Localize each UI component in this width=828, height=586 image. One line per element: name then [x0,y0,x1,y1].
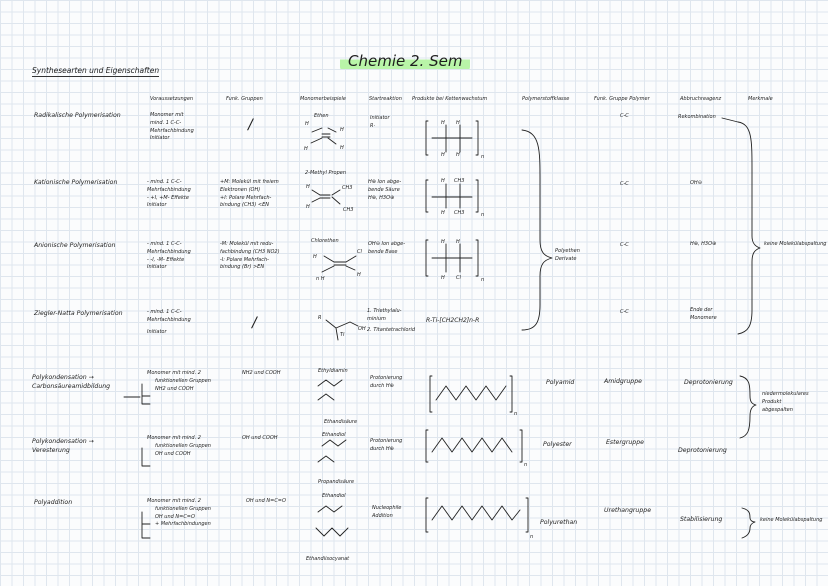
svg-text:n: n [481,212,485,218]
brace-merkmale-bottom [742,508,755,538]
abbruchreagenz: Ende der Monomere [690,307,717,321]
startreaktion-cell: Initiator R· [370,115,390,129]
svg-text:Cl: Cl [357,249,362,255]
startreaktion-cell: OH⊖ Ion abge- bende Base [368,241,406,255]
voraussetzungen-cell: - mind. 1 C-C- Mehrfachbindung Initiator [147,309,191,335]
svg-text:CH3: CH3 [342,185,353,191]
funk-gruppen: OH und N=C=O [246,498,286,504]
svg-text:H: H [306,204,310,210]
ethen-structure-drawing [304,121,344,152]
voraussetzungen-cell: Monomer mit mind. 1 C-C- Mehrfachbindung Initiator [150,112,194,142]
svg-text:n H: n H [316,276,325,282]
pvc-bracket-drawing [426,239,484,283]
svg-text:H: H [441,239,445,245]
monomer-name: Ethandiol [322,493,346,499]
svg-text:H: H [357,272,361,278]
row-label: Radikalische Polymerisation [34,112,121,119]
merkmal-top: keine Molekülabspaltung [764,241,827,247]
svg-text:H: H [456,239,460,245]
svg-text:CH3: CH3 [454,178,465,184]
header-polymerstoffklasse: Polymerstoffklasse [522,96,570,102]
monomer-name: Ethandiol [322,432,346,438]
svg-text:H: H [441,210,445,216]
svg-text:n: n [481,277,485,283]
header-merkmale: Merkmale [748,96,773,102]
svg-text:Cl: Cl [456,275,461,281]
brace-merkmale-mid [740,376,756,438]
ziegler-catalyst-drawing [318,315,366,340]
funk-gruppe-polymer: C-C [620,113,629,119]
funk-gruppe-polymer: C-C [620,242,629,248]
abbruchreagenz: Stabilisierung [680,516,723,523]
startreaktion-cell: 1. Triethylalu- minium 2. Titantetrachlorid [367,308,416,333]
monomer-name-2: Ethandisäure [324,419,358,425]
funk-gruppen-cell: -M: Molekül mit redu- fachbindung (CH3 NO2) -I: Polare Mehrfach- bindung (Br) >EN [220,241,280,271]
chlorethen-structure-drawing [313,249,362,282]
merkmal-bottom: keine Molekülabspaltung [760,517,823,523]
monomer-name-2: Propandisäure [318,479,355,485]
funk-gruppe-polymer: Urethangruppe [604,507,651,514]
svg-text:H: H [456,152,460,158]
row-label: Polyaddition [34,499,73,506]
startreaktion-cell: Protonierung durch H⊕ [370,375,403,389]
svg-text:CH3: CH3 [454,210,465,216]
row-label: Ziegler-Natta Polymerisation [34,310,123,317]
abbruchreagenz: OH⊖ [690,180,702,186]
funk-gruppen: NH2 und COOH [242,370,281,376]
produkt-formel: R-Ti-[CH2CH2]n-R [426,317,480,324]
voraussetzungen-cell: Monomer mit mind. 2 funktionellen Gruppen OH und COOH [147,435,211,457]
funk-gruppe-polymer: Amidgruppe [604,378,642,385]
merkmal-mid: niedermolekulares Produkt abgespalten [762,391,809,413]
page-title: Chemie 2. Sem [340,52,470,71]
abbruchreagenz: H⊕, H3O⊕ [690,241,717,247]
svg-text:Ti: Ti [340,332,345,338]
svg-text:H: H [304,146,308,152]
polyisobuten-bracket-drawing [426,178,484,218]
svg-text:H: H [441,275,445,281]
funk-gruppen: OH und COOH [242,435,278,441]
svg-text:H: H [441,152,445,158]
svg-text:n: n [481,154,485,160]
svg-text:H: H [305,121,309,127]
header-funk-gruppen: Funk. Gruppen [226,96,263,102]
funk-gruppen-none: / [248,117,253,133]
startreaktion-cell: H⊕ Ion abge- bende Säure H⊕, H3O⊕ [368,179,402,201]
polymerstoffklasse: Polyurethan [540,519,578,526]
voraussetzungen-cell: - mind. 1 C-C- Mehrfachbindung - -I, -M- Effekte Initiator [147,241,191,271]
monomer-name: Ethen [314,113,329,119]
bracket-ester [142,448,150,466]
funk-gruppen-cell: +M: Molekül mit freiem Elektronen (OH) +I: Polare Mehrfach- bindung (CH3) <EN [220,179,279,209]
voraussetzungen-cell: Monomer mit mind. 2 funktionellen Gruppen OH und N=C=O + Mehrfachbindungen [147,498,211,528]
svg-text:H: H [456,120,460,126]
startreaktion-cell: Nucleophile Addition [372,505,402,519]
row-label: Kationische Polymerisation [34,179,118,186]
monomer-name: 2-Methyl Propen [305,170,346,176]
svg-text:H: H [441,178,445,184]
header-produkte: Produkte bei Kettenwachstum [412,96,488,102]
svg-text:R: R [318,315,322,321]
header-startreaktion: Startreaktion [369,96,402,102]
svg-text:H: H [340,127,344,133]
bracket-amid [142,384,150,404]
monomer-name-2: Ethandiisocyanat [306,556,350,562]
bracket-add [142,512,150,538]
svg-text:H: H [313,254,317,260]
svg-text:n: n [514,411,518,417]
voraussetzungen-cell: - mind. 1 C-C- Mehrfachbindung - +I, +M- Effekte Initiator [147,179,191,209]
monomer-name: Chlorethen [311,238,339,244]
brace-klasse [522,130,552,330]
svg-text:n: n [524,462,528,468]
row-label: Polykondensation → Veresterung [32,438,94,455]
polymerstoffklasse: Polyester [543,441,572,448]
funk-gruppen-none: / [252,315,257,331]
polymerstoffklasse-group: Polyethen Derivate [555,248,580,262]
svg-text:OH: OH [358,326,366,332]
row-label: Anionische Polymerisation [34,242,116,249]
header-funk-gruppe-polymer: Funk. Gruppe Polymer [594,96,650,102]
abbruchreagenz: Deprotonierung [678,447,727,454]
funk-gruppe-polymer: C-C [620,181,629,187]
polyethen-bracket-drawing [426,120,484,160]
svg-text:n: n [530,534,534,540]
abbruchreagenz: Deprotonierung [684,379,733,386]
startreaktion-cell: Protonierung durch H⊕ [370,438,403,452]
svg-text:H: H [306,184,310,190]
svg-text:H: H [340,145,344,151]
row-label: Polykondensation → Carbonsäureamidbildung [32,374,111,391]
polyester-chain-drawing [426,430,527,468]
funk-gruppe-polymer: Estergruppe [606,439,644,446]
monomer-name: Ethyldiamin [318,368,348,374]
methylpropen-structure-drawing [306,184,353,213]
page-subtitle: Synthesearten und Eigenschaften [32,66,160,75]
arrow-rekombination [722,118,738,122]
header-abbruchreagenz: Abbruchreagenz [680,96,722,102]
polyamid-chain-drawing [430,376,517,417]
header-voraussetzungen: Voraussetzungen [150,96,194,102]
svg-text:CH3: CH3 [343,207,354,213]
header-monomerbeispiele: Monomerbeispiele [300,96,346,102]
funk-gruppe-polymer: C-C [620,309,629,315]
monomer-sketches [316,380,348,536]
polyurethan-chain-drawing [426,498,533,540]
svg-text:H: H [441,120,445,126]
polymerstoffklasse: Polyamid [546,379,575,386]
voraussetzungen-cell: Monomer mit mind. 2 funktionellen Gruppen NH2 und COOH [147,370,211,392]
abbruchreagenz: Rekombination [678,114,716,120]
brace-merkmale-top [738,122,760,334]
